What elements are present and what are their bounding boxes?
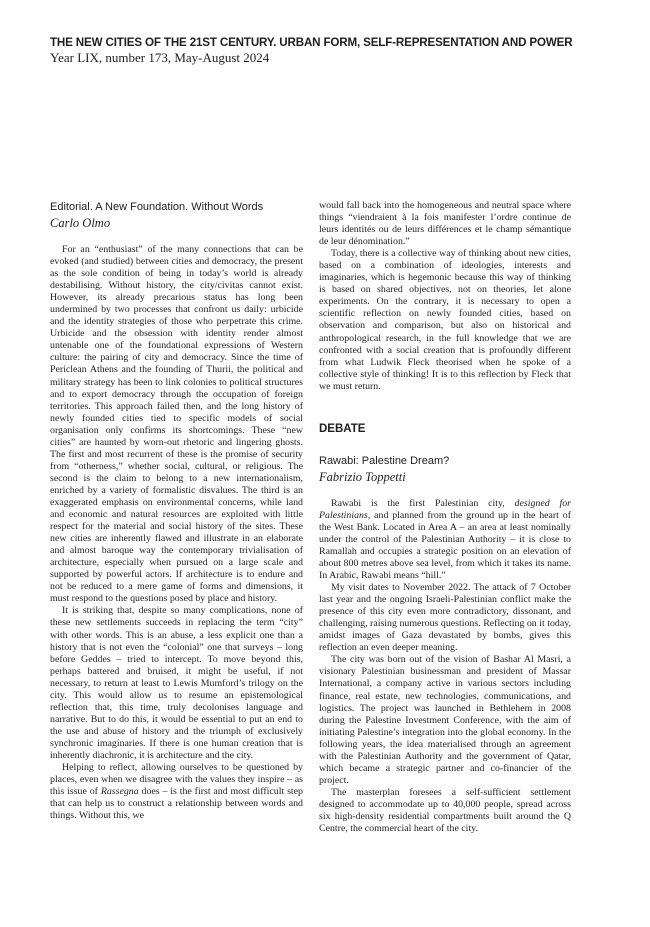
article-paragraph: The masterplan foresees a self-sufficient settlement designed to accommodate up to 40,000 people, spread across six high-density residential compartments built around the Q Centre, the commercial heart of the city. [319,786,571,835]
editorial-title: Editorial. A New Foundation. Without Words [50,201,264,213]
editorial-paragraph: Today, there is a collective way of thinking about new cities, based on a combination of ideologies, interests and imaginaries, which is hegemonic because this way of thinking is based on shared objectives, not on theories, let alone experiments. On the contrary, it is necessary to open a scientific reflection on newly founded cities, based on observation and comparison, but also on historical and anthropological research, in the full knowledge that we are confronted with a social creation that is profoundly different from what Ludwik Fleck theorised when he spoke of a collective style of thinking! It is to this reflection by Fleck that we must return. [319,248,571,392]
editorial-author: Carlo Olmo [50,216,111,230]
editorial-paragraph: It is striking that, despite so many complications, none of these new settlements succeeds in replacing the term “city” with other words. This is an abuse, a less explicit one than a history that is not even the “colonial” one that surveys – long before Geddes – tried to intercept. To move beyond this, perhaps battered and bruised, it might be useful, if not necessary, to return at least to Lewis Mumford’s trilogy on the city. This would allow us to resume an epistemological reflection that, this time, truly decolonises language and narrative. But to do this, it would be essential to put an end to the use and abuse of history and the triumph of exclusively synchronic imaginaries. If there is one human creation that is inherently diachronic, it is architecture and the city. [50,605,303,761]
emphasis-text: designed for Palestinians [319,497,571,521]
section-heading-debate: DEBATE [319,422,366,435]
article-paragraph: My visit dates to November 2022. The attack of 7 October last year and the ongoing Israeli-Palestinian conflict make the presence of this city even more contradictory, dissonant, and challenging, raising numerous questions. Reflecting on it today, amidst images of Gaza devastated by bombs, gives this reflection an even deeper meaning. [319,582,571,654]
article-title: Rawabi: Palestine Dream? [319,454,450,467]
left-column [50,200,303,822]
right-column [319,200,571,835]
issue-title: THE NEW CITIES OF THE 21ST CENTURY. URBAN FORM, SELF-REPRESENTATION AND POWER [50,36,573,49]
article-author: Fabrizio Toppetti [319,469,406,484]
journal-header [50,36,610,66]
issue-details: Year LIX, number 173, May-August 2024 [50,50,270,65]
journal-name: Rassegna [100,786,139,798]
editorial-paragraph: For an “enthusiast” of the many connections that can be evoked (and studied) between cities and democracy, the present as the sole condition of being in today’s world is already destabilising. Without history, the city/civitas cannot exist. However, its already precarious status has long been undermined by two processes that confront us daily: urbicide and the identity strategies of those who perpetrate this crime. Urbicide and the obsession with identity render almost untenable one of the foundational expressions of Western culture: the pairing of city and democracy. Since the time of Periclean Athens and the founding of Thurii, the political and military strategy has been to link colonies to political structures and to export democracy through the occupation of foreign territories. This approach failed then, and the long history of newly founded cities tied to specific models of social organisation only confirms its shortcomings. These “new cities” are haunted by worn-out rhetoric and lingering ghosts. The first and most recurrent of these is the promise of security from “otherness,” whether social, cultural, or religious. The second is the claim to belong to a new internationalism, enriched by a variety of formalistic disvalues. The third is an exaggerated emphasis on environmental concerns, while land and economic and natural resources are exploited with little respect for the material and social history of the sites. These new cities are inherently flawed and illustrate in an elaborate and almost baroque way the contemporary trivialisation of architecture, especially when pursued on a large scale and supported by powerful actors. If architecture is to endure and not be reduced to a mere game of forms and dimensions, it must respond to the questions posed by place and history. [50,244,303,605]
article-paragraph: Rawabi is the first Palestinian city, designed for Palestinians, and planned from the ground up in the heart of the West Bank. Located in Area A – an area at least nominally under the control of the Palestinian Authority – it is close to Ramallah and occupies a strategic position on an elevation of about 800 metres above sea level, from which it takes its name. In Arabic, Rawabi means “hill.” [319,497,571,582]
editorial-paragraph: Helping to reflect, allowing ourselves to be questioned by places, even when we disagree with the values they inspire – as this issue of Rassegna does – is the first and most difficult step that can help us to construct a relationship between words and things. Without this, we [50,762,303,822]
editorial-paragraph-continued: would fall back into the homogeneous and neutral space where things “viendraient à la fois manifester l’ordre continue de leurs identités ou de leurs différences et le champ sémantique de leur dénomination.” [319,200,571,248]
article-paragraph: The city was born out of the vision of Bashar Al Masri, a visionary Palestinian businessman and president of Massar International, a company active in various sectors including finance, real estate, new technologies, communications, and logistics. The project was launched in Bethlehem in 2008 during the Palestine Investment Conference, with the aim of initiating Palestine’s integration into the global economy. In the following years, the idea materialised through an agreement with the Palestinian Authority and the government of Qatar, which became a strategic partner and co-financier of the project. [319,654,571,786]
